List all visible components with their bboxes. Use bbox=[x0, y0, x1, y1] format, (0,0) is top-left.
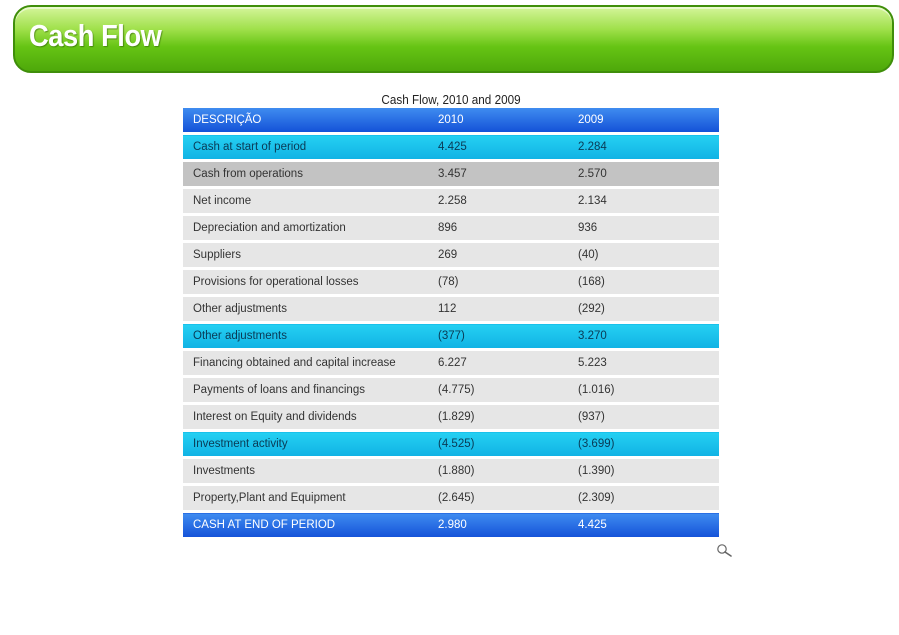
row-value-2009: (3.699) bbox=[568, 431, 719, 458]
column-header-2010: 2010 bbox=[428, 108, 568, 134]
row-value-2010: 896 bbox=[428, 215, 568, 242]
row-label: Suppliers bbox=[183, 242, 428, 269]
table-footer-row bbox=[183, 512, 719, 539]
table-row bbox=[183, 323, 719, 350]
table-title: Cash Flow, 2010 and 2009 bbox=[381, 92, 521, 107]
row-label: Investments bbox=[183, 458, 428, 485]
row-value-2009: (2.309) bbox=[568, 485, 719, 512]
row-value-2010: (78) bbox=[428, 269, 568, 296]
footer-label: CASH AT END OF PERIOD bbox=[183, 512, 428, 539]
row-label: Property,Plant and Equipment bbox=[183, 485, 428, 512]
row-value-2010: 2.258 bbox=[428, 188, 568, 215]
page-banner bbox=[13, 5, 894, 73]
table-row bbox=[183, 404, 719, 431]
table-body bbox=[183, 134, 719, 512]
column-header-2009: 2009 bbox=[568, 108, 719, 134]
table-row bbox=[183, 377, 719, 404]
table-row bbox=[183, 269, 719, 296]
row-value-2009: (1.016) bbox=[568, 377, 719, 404]
row-value-2009: 2.284 bbox=[568, 134, 719, 161]
row-value-2009: (40) bbox=[568, 242, 719, 269]
row-value-2010: (4.775) bbox=[428, 377, 568, 404]
row-value-2009: 3.270 bbox=[568, 323, 719, 350]
table-row bbox=[183, 296, 719, 323]
row-label: Payments of loans and financings bbox=[183, 377, 428, 404]
table-row bbox=[183, 215, 719, 242]
footer-value-2010: 2.980 bbox=[428, 512, 568, 539]
table-row bbox=[183, 188, 719, 215]
row-value-2010: (377) bbox=[428, 323, 568, 350]
row-label: Provisions for operational losses bbox=[183, 269, 428, 296]
row-value-2010: 269 bbox=[428, 242, 568, 269]
row-value-2009: 936 bbox=[568, 215, 719, 242]
table-row bbox=[183, 485, 719, 512]
row-value-2010: (1.880) bbox=[428, 458, 568, 485]
table-row bbox=[183, 350, 719, 377]
table-header-row bbox=[183, 108, 719, 134]
footer-value-2009: 4.425 bbox=[568, 512, 719, 539]
row-value-2010: 112 bbox=[428, 296, 568, 323]
row-label: Other adjustments bbox=[183, 323, 428, 350]
row-value-2009: (1.390) bbox=[568, 458, 719, 485]
column-header-description: DESCRIÇÃO bbox=[183, 108, 428, 134]
row-value-2009: 5.223 bbox=[568, 350, 719, 377]
row-value-2010: (4.525) bbox=[428, 431, 568, 458]
row-label: Cash at start of period bbox=[183, 134, 428, 161]
magnifier-icon[interactable] bbox=[715, 543, 735, 559]
table-row bbox=[183, 458, 719, 485]
row-label: Depreciation and amortization bbox=[183, 215, 428, 242]
row-label: Net income bbox=[183, 188, 428, 215]
row-value-2010: (1.829) bbox=[428, 404, 568, 431]
row-value-2010: (2.645) bbox=[428, 485, 568, 512]
row-label: Cash from operations bbox=[183, 161, 428, 188]
table-row bbox=[183, 161, 719, 188]
row-value-2009: 2.134 bbox=[568, 188, 719, 215]
row-label: Financing obtained and capital increase bbox=[183, 350, 428, 377]
row-value-2010: 6.227 bbox=[428, 350, 568, 377]
table-row bbox=[183, 242, 719, 269]
row-label: Interest on Equity and dividends bbox=[183, 404, 428, 431]
row-value-2010: 4.425 bbox=[428, 134, 568, 161]
table-row bbox=[183, 431, 719, 458]
row-label: Other adjustments bbox=[183, 296, 428, 323]
row-label: Investment activity bbox=[183, 431, 428, 458]
row-value-2009: 2.570 bbox=[568, 161, 719, 188]
row-value-2009: (292) bbox=[568, 296, 719, 323]
table-row bbox=[183, 134, 719, 161]
row-value-2009: (168) bbox=[568, 269, 719, 296]
page-title: Cash Flow bbox=[29, 18, 162, 53]
cash-flow-table bbox=[183, 108, 719, 540]
row-value-2010: 3.457 bbox=[428, 161, 568, 188]
row-value-2009: (937) bbox=[568, 404, 719, 431]
